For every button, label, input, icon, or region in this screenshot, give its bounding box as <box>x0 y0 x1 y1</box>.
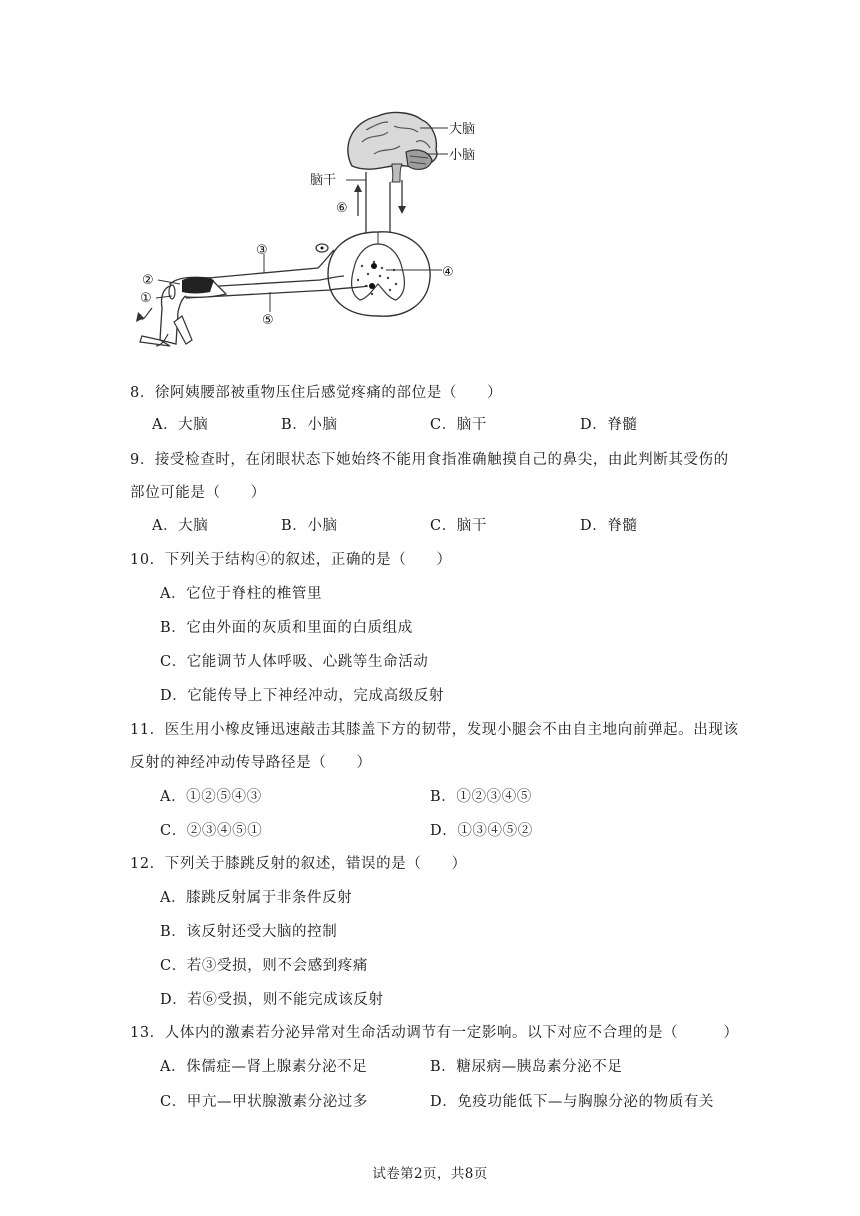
question-11-option-c[interactable]: C．②③④⑤① <box>160 823 263 839</box>
question-10-stem: 10．下列关于结构④的叙述，正确的是（ ） <box>130 552 452 568</box>
label-1: ① <box>140 291 152 306</box>
question-13-option-c[interactable]: C．甲亢—甲状腺激素分泌过多 <box>160 1094 368 1110</box>
question-9-option-d[interactable]: D．脊髓 <box>580 518 638 534</box>
question-8-stem: 8．徐阿姨腰部被重物压住后感觉疼痛的部位是（ ） <box>130 385 503 401</box>
question-11-option-d[interactable]: D．①③④⑤② <box>430 823 533 839</box>
question-9-option-b[interactable]: B．小脑 <box>281 518 338 534</box>
question-11-stem-line1: 11．医生用小橡皮锤迅速敲击其膝盖下方的韧带，发现小腿会不由自主地向前弹起。出现该 <box>130 722 739 738</box>
question-12-option-a[interactable]: A．膝跳反射属于非条件反射 <box>160 890 353 906</box>
question-8-option-c[interactable]: C．脑干 <box>430 417 487 433</box>
page-footer: 试卷第2页，共8页 <box>372 1166 488 1182</box>
spinal-cord-section <box>328 232 430 316</box>
question-8-option-d[interactable]: D．脊髓 <box>580 417 638 433</box>
question-13-stem: 13．人体内的激素若分泌异常对生命活动调节有一定影响。以下对应不合理的是（ ） <box>130 1025 739 1041</box>
label-3: ③ <box>256 243 268 258</box>
question-10-option-b[interactable]: B．它由外面的灰质和里面的白质组成 <box>160 620 413 636</box>
question-10-option-a[interactable]: A．它位于脊柱的椎管里 <box>160 586 323 602</box>
question-9-option-a[interactable]: A．大脑 <box>152 518 209 534</box>
question-11-option-a[interactable]: A．①②⑤④③ <box>160 789 262 805</box>
question-12-option-d[interactable]: D．若⑥受损，则不能完成该反射 <box>160 992 384 1008</box>
question-11-stem-line2: 反射的神经冲动传导路径是（ ） <box>130 755 372 771</box>
question-11-option-b[interactable]: B．①②③④⑤ <box>430 789 532 805</box>
cerebellum-label: 小脑 <box>449 148 476 163</box>
question-10-option-c[interactable]: C．它能调节人体呼吸、心跳等生命活动 <box>160 654 429 670</box>
question-12-option-c[interactable]: C．若③受损，则不会感到疼痛 <box>160 958 368 974</box>
question-8-option-b[interactable]: B．小脑 <box>281 417 338 433</box>
question-12-stem: 12．下列关于膝跳反射的叙述，错误的是（ ） <box>130 856 467 872</box>
question-13-option-d[interactable]: D．免疫功能低下—与胸腺分泌的物质有关 <box>430 1094 715 1110</box>
question-10-option-d[interactable]: D．它能传导上下神经冲动，完成高级反射 <box>160 688 445 704</box>
question-12-option-b[interactable]: B．该反射还受大脑的控制 <box>160 924 338 940</box>
label-2: ② <box>142 273 154 288</box>
question-8-option-a[interactable]: A．大脑 <box>152 417 209 433</box>
brainstem-label: 脑干 <box>310 173 337 188</box>
reflex-arc-figure <box>130 108 490 358</box>
reflex-arc-diagram <box>130 108 490 358</box>
label-6: ⑥ <box>336 201 348 216</box>
label-5: ⑤ <box>262 313 274 328</box>
question-13-option-b[interactable]: B．糖尿病—胰岛素分泌不足 <box>430 1059 623 1075</box>
cerebrum-label: 大脑 <box>449 122 476 137</box>
question-9-stem-line2: 部位可能是（ ） <box>130 485 266 501</box>
question-9-stem-line1: 9．接受检查时，在闭眼状态下她始终不能用食指准确触摸自己的鼻尖，由此判断其受伤的 <box>130 452 729 468</box>
label-4: ④ <box>442 265 454 280</box>
brain-illustration <box>348 113 437 182</box>
question-13-option-a[interactable]: A．侏儒症—肾上腺素分泌不足 <box>160 1059 368 1075</box>
question-9-option-c[interactable]: C．脑干 <box>430 518 487 534</box>
